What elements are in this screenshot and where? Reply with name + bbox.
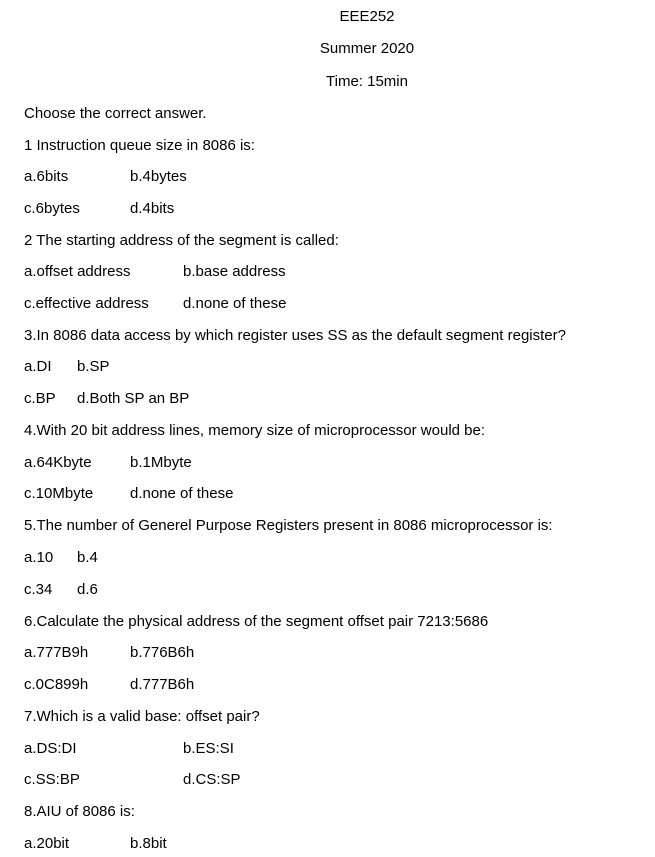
q3-option-a: a.DI xyxy=(24,358,52,375)
q4-option-b: b.1Mbyte xyxy=(130,454,192,471)
instructions: Choose the correct answer. xyxy=(24,105,207,122)
exam-term: Summer 2020 xyxy=(319,40,415,57)
q3-option-c: c.BP xyxy=(24,390,56,407)
q6-option-b: b.776B6h xyxy=(130,644,195,661)
q4-option-c: c.10Mbyte xyxy=(24,485,94,502)
q6-option-d: d.777B6h xyxy=(130,676,195,693)
q7-option-d: d.CS:SP xyxy=(183,771,241,788)
q4-option-a: a.64Kbyte xyxy=(24,454,92,471)
q3-option-d: d.Both SP an BP xyxy=(77,390,190,407)
q5-option-c: c.34 xyxy=(24,581,53,598)
q2-option-d: d.none of these xyxy=(183,295,287,312)
exam-time: Time: 15min xyxy=(326,73,408,90)
q6-option-a: a.777B9h xyxy=(24,644,89,661)
q7-option-c: c.SS:BP xyxy=(24,771,80,788)
q4-option-d: d.none of these xyxy=(130,485,234,502)
course-code: EEE252 xyxy=(339,8,395,25)
q6-option-c: c.0C899h xyxy=(24,676,89,693)
question-4-text: 4.With 20 bit address lines, memory size of microprocessor would be: xyxy=(24,422,486,439)
q3-option-b: b.SP xyxy=(77,358,110,375)
q2-option-a: a.offset address xyxy=(24,263,131,280)
q8-option-a: a.20bit xyxy=(24,835,70,852)
q7-option-b: b.ES:SI xyxy=(183,740,234,757)
q5-option-d: d.6 xyxy=(77,581,98,598)
q8-option-b: b.8bit xyxy=(130,835,167,852)
question-2-text: 2 The starting address of the segment is called: xyxy=(24,232,339,249)
question-7-text: 7.Which is a valid base: offset pair? xyxy=(24,708,260,725)
q2-option-b: b.base address xyxy=(183,263,286,280)
question-8-text: 8.AIU of 8086 is: xyxy=(24,803,135,820)
q2-option-c: c.effective address xyxy=(24,295,149,312)
q1-option-b: b.4bytes xyxy=(130,168,187,185)
q1-option-d: d.4bits xyxy=(130,200,175,217)
q1-option-a: a.6bits xyxy=(24,168,69,185)
question-3-text: 3.In 8086 data access by which register uses SS as the default segment register? xyxy=(24,327,566,344)
q7-option-a: a.DS:DI xyxy=(24,740,77,757)
q1-option-c: c.6bytes xyxy=(24,200,80,217)
q5-option-a: a.10 xyxy=(24,549,54,566)
q5-option-b: b.4 xyxy=(77,549,98,566)
question-5-text: 5.The number of Generel Purpose Registers present in 8086 microprocessor is: xyxy=(24,517,553,534)
question-6-text: 6.Calculate the physical address of the segment offset pair 7213:5686 xyxy=(24,613,489,630)
question-1-text: 1 Instruction queue size in 8086 is: xyxy=(24,137,255,154)
